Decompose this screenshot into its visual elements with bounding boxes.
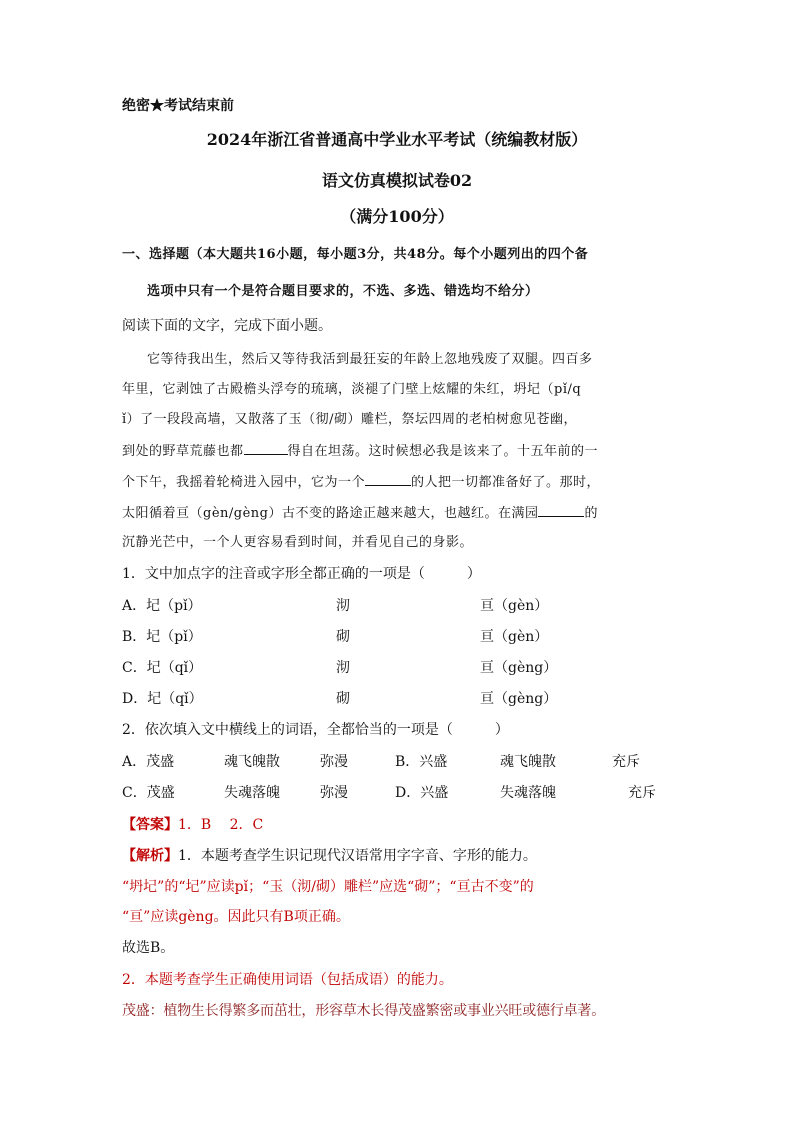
q1-option-a-col2: 沏 [336,598,350,614]
fill-blank-1 [244,440,288,455]
passage-text: 的 [584,506,598,521]
exam-score: （满分100分） [340,207,454,226]
passage-line-7: 沉静光芒中，一个人更容易看到时间，并看见自己的身影。 [122,535,474,550]
reading-instruction: 阅读下面的文字，完成下面小题。 [122,318,332,334]
q1-option-b-col2: 砌 [336,629,350,645]
exam-subtitle: 语文仿真模拟试卷02 [321,171,473,190]
answer-label: 【答案】 [122,817,178,833]
q2-option-a-word3: 弥漫 [320,754,348,770]
q1-option-d-col3: 亘（gèng） [480,691,558,707]
answer-block [122,815,263,835]
analysis-line-3: “亘”应读gèng。因此只有B项正确。 [122,909,350,925]
passage-line-1: 它等待我出生，然后又等待我活到最狂妄的年龄上忽地残废了双腿。四百多 [147,352,593,367]
analysis-line-1 [122,846,537,866]
passage-line-5 [122,471,600,493]
analysis-label: 【解析】 [122,848,178,864]
q1-option-c-col2: 沏 [336,660,350,676]
analysis-choose: 故选B。 [122,940,175,956]
analysis-q2-intro: 2．本题考查学生正确使用词语（包括成语）的能力。 [122,972,453,988]
q1-option-d-col1: D．圮（qǐ） [122,691,203,707]
passage-text: 的人把一切都准备好了。那时， [411,475,601,490]
q1-option-c-col3: 亘（gèng） [480,660,558,676]
passage-text: 得自在坦荡。这时候想必我是该来了。十五年前的一 [287,444,599,459]
q2-option-c: C．茂盛 [122,785,175,801]
q2-option-d: D．兴盛 [395,785,449,801]
section-heading-line2: 选项中只有一个是符合题目要求的，不选、多选、错选均不给分） [147,284,539,299]
q1-option-b-col3: 亘（gèn） [480,629,549,645]
q1-option-a-col3: 亘（gèn） [480,598,549,614]
q1-option-d-col2: 砌 [336,691,350,707]
q2-option-d-word2: 失魂落魄 [500,785,556,801]
answer-text: 1．B 2．C [178,817,264,833]
passage-text: 到处的野草荒藤也都 [122,444,244,459]
exam-title: 2024年浙江省普通高中学业水平考试（统编教材版） [206,130,588,149]
passage-line-6 [122,502,598,524]
analysis-maosheng: 茂盛：植物生长得繁多而茁壮，形容草木长得茂盛繁密或事业兴旺或德行卓著。 [122,1003,605,1019]
q2-option-a: A．茂盛 [122,754,175,770]
q2-option-b: B．兴盛 [395,754,448,770]
q1-option-a-col1: A．圮（pǐ） [122,598,202,614]
q2-option-b-word3: 充斥 [612,754,640,770]
q2-option-b-word2: 魂飞魄散 [500,754,556,770]
passage-text: 太阳循着亘（gèn/gèng）古不变的路途正越来越大，也越红。在满园 [122,506,539,521]
q2-option-d-word3: 充斥 [628,785,656,801]
secret-label: 绝密★考试结束前 [122,98,234,114]
q1-option-c-col1: C．圮（qǐ） [122,660,203,676]
passage-line-3: ǐ）了一段段高墙，又散落了玉（彻/砌）雕栏，祭坛四周的老柏树愈见苍幽， [122,412,578,427]
passage-text: 个下午，我摇着轮椅进入园中，它为一个 [122,475,366,490]
q1-option-b-col1: B．圮（pǐ） [122,629,202,645]
analysis-text: 1．本题考查学生识记现代汉语常用字字音、字形的能力。 [178,848,537,864]
q2-stem: 2．依次填入文中横线上的词语，全都恰当的一项是（ ） [122,722,509,738]
q2-option-c-word2: 失魂落魄 [224,785,280,801]
fill-blank-3 [538,502,584,517]
fill-blank-2 [365,471,411,486]
section-heading-line1: 一、选择题（本大题共16小题，每小题3分，共48分。每个小题列出的四个备 [122,247,589,262]
q1-stem: 1．文中加点字的注音或字形全都正确的一项是（ ） [122,566,481,582]
passage-line-4 [122,440,598,462]
q2-option-a-word2: 魂飞魄散 [224,754,280,770]
analysis-line-2: “坍圮”的“圮”应读pǐ；“玉（沏/砌）雕栏”应选“砌”；“亘古不变”的 [122,879,534,895]
q2-option-c-word3: 弥漫 [320,785,348,801]
passage-line-2: 年里，它剥蚀了古殿檐头浮夸的琉璃，淡褪了门壁上炫耀的朱红，坍圮（pǐ/q [122,382,582,397]
